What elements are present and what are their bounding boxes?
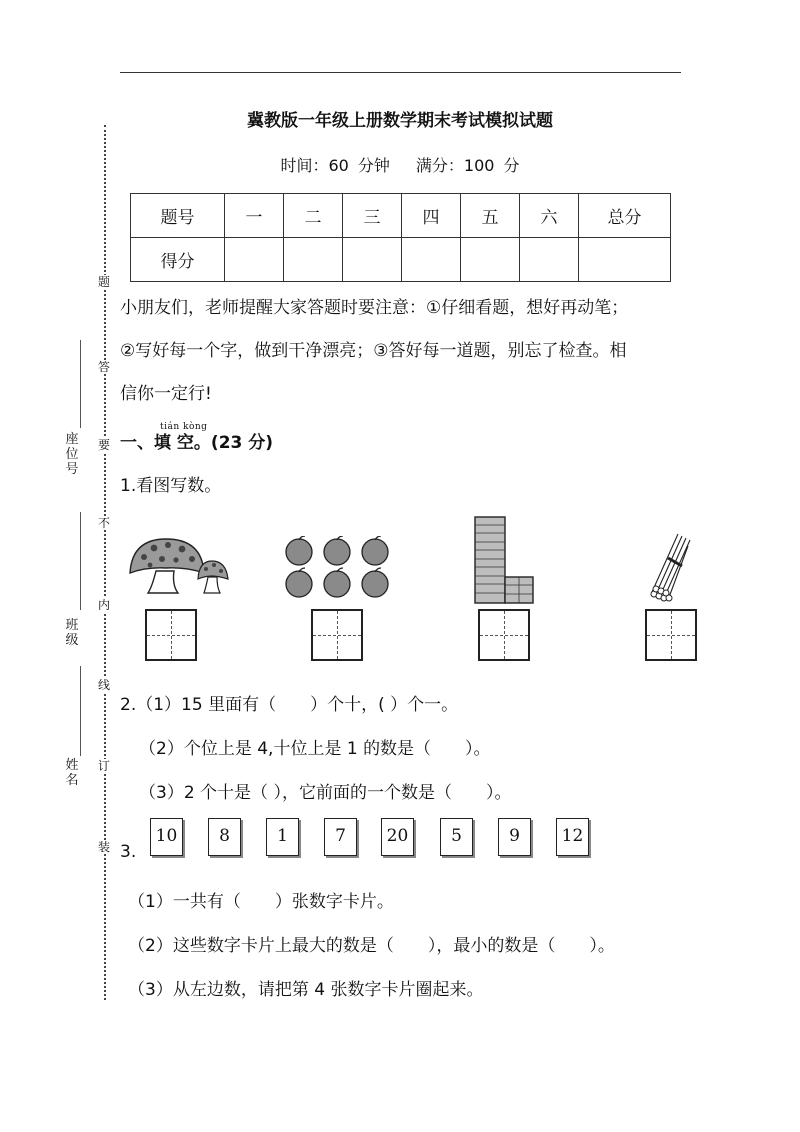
time-label: 时间：60 分钟	[280, 156, 390, 175]
number-card[interactable]: 10	[150, 818, 183, 856]
section-heading: 一、填 空。(23 分)	[120, 433, 274, 453]
binding-dotted-line	[104, 125, 106, 1000]
intro-line: 小朋友们，老师提醒大家答题时要注意：①仔细看题，想好再动笔；	[120, 298, 629, 318]
table-cell: 题号	[131, 194, 225, 238]
seat-number-field[interactable]	[80, 340, 81, 428]
score-label: 满分：100 分	[415, 156, 520, 175]
score-input-cell[interactable]	[343, 238, 402, 282]
exam-subtitle	[0, 153, 800, 176]
answer-box[interactable]	[145, 609, 197, 661]
table-cell: 一	[225, 194, 284, 238]
top-rule	[120, 72, 681, 73]
answer-box[interactable]	[645, 609, 697, 661]
number-card[interactable]: 9	[498, 818, 531, 856]
score-table	[130, 193, 671, 282]
table-cell: 五	[461, 194, 520, 238]
margin-char: 订	[97, 759, 110, 773]
margin-char: 题	[97, 275, 110, 289]
table-cell: 六	[520, 194, 579, 238]
table-cell: 二	[284, 194, 343, 238]
block-picture	[473, 515, 535, 605]
score-input-cell[interactable]	[225, 238, 284, 282]
score-input-cell[interactable]	[284, 238, 343, 282]
margin-char: 装	[97, 840, 110, 854]
score-input-cell[interactable]	[579, 238, 671, 282]
table-cell: 三	[343, 194, 402, 238]
question-1-prompt: 1.看图写数。	[120, 476, 222, 496]
score-input-cell[interactable]	[461, 238, 520, 282]
question-3-sub: （3）从左边数，请把第 4 张数字卡片圈起来。	[128, 980, 484, 1000]
number-card[interactable]: 5	[440, 818, 473, 856]
pinyin-annotation: tián kòng	[160, 422, 208, 432]
class-field[interactable]	[80, 512, 81, 610]
score-input-cell[interactable]	[520, 238, 579, 282]
margin-char: 不	[97, 516, 110, 530]
apple-picture	[283, 536, 393, 600]
intro-line: ②写好每一个字，做到干净漂亮；③答好每一道题，别忘了检查。相	[120, 341, 627, 361]
exam-title: 冀教版一年级上册数学期末考试模拟试题	[247, 111, 553, 131]
answer-box[interactable]	[311, 609, 363, 661]
number-card[interactable]: 12	[556, 818, 589, 856]
number-card[interactable]: 1	[266, 818, 299, 856]
question-2-line: （3）2 个十是（ ），它前面的一个数是（ ）。	[139, 783, 512, 803]
intro-line: 信你一定行!	[120, 384, 212, 404]
score-input-cell[interactable]	[402, 238, 461, 282]
margin-char: 线	[97, 678, 110, 692]
number-card[interactable]: 7	[324, 818, 357, 856]
table-cell: 四	[402, 194, 461, 238]
question-3-sub: （2）这些数字卡片上最大的数是（ ），最小的数是（ ）。	[128, 936, 615, 956]
margin-char: 要	[97, 438, 110, 452]
question-2-line: （2）个位上是 4,十位上是 1 的数是（ ）。	[139, 739, 491, 759]
class-label: 班级	[65, 618, 79, 648]
margin-char: 答	[97, 360, 110, 374]
margin-char: 内	[97, 598, 110, 612]
number-card[interactable]: 8	[208, 818, 241, 856]
number-card[interactable]: 20	[381, 818, 414, 856]
question-2-line: 2.（1）15 里面有（ ）个十，( ）个一。	[120, 695, 459, 715]
mushroom-picture	[126, 535, 236, 597]
name-label: 姓名	[65, 758, 79, 788]
question-3-number: 3.	[120, 842, 137, 862]
name-field[interactable]	[80, 666, 81, 756]
question-3-sub: （1）一共有（ ）张数字卡片。	[128, 892, 394, 912]
stick-bundle-picture	[646, 532, 692, 604]
table-cell: 总分	[579, 194, 671, 238]
score-table-header-row	[131, 194, 671, 238]
seat-number-label: 座位号	[65, 432, 79, 477]
table-cell: 得分	[131, 238, 225, 282]
answer-box[interactable]	[478, 609, 530, 661]
score-table-score-row	[131, 238, 671, 282]
